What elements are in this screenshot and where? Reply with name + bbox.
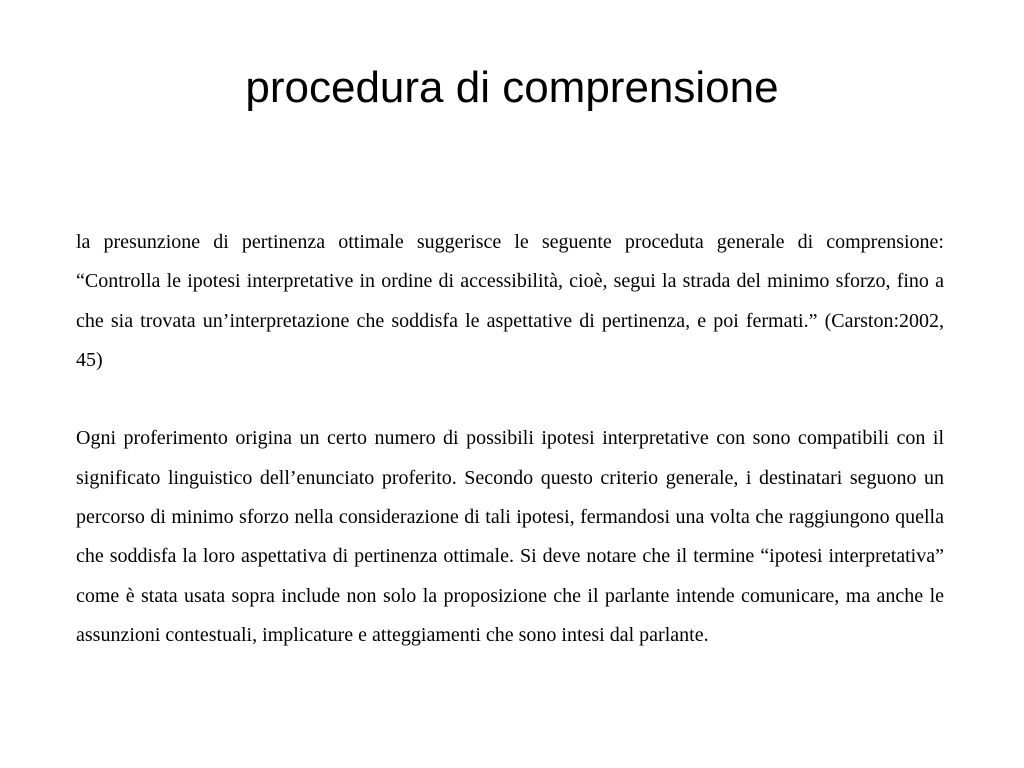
slide-body bbox=[76, 223, 944, 655]
slide-title: procedura di comprensione bbox=[245, 63, 779, 112]
paragraph-procedure-quote: la presunzione di pertinenza ottimale suggerisce le seguente proceduta generale di comprensione: “Controlla le ipotesi interpretative in ordine di accessibilità, cioè, segui la strada del minimo sforzo, fino a che sia trovata un’interpretazione che soddisfa le aspettative di pertinenza, e poi fermati.” (Carston:2002, 45) bbox=[76, 231, 944, 371]
paragraph-spacer bbox=[76, 380, 944, 419]
paragraph-explanation: Ogni proferimento origina un certo numero di possibili ipotesi interpretative con sono compatibili con il significato linguistico dell’enunciato proferito. Secondo questo criterio generale, i destinatari seguono un percorso di minimo sforzo nella considerazione di tali ipotesi, fermandosi una volta che raggiungono quella che soddisfa la loro aspettativa di pertinenza ottimale. Si deve notare che il termine “ipotesi interpretativa” come è stata usata sopra include non solo la proposizione che il parlante intende comunicare, ma anche le assunzioni contestuali, implicature e atteggiamenti che sono intesi dal parlante. bbox=[76, 427, 944, 646]
